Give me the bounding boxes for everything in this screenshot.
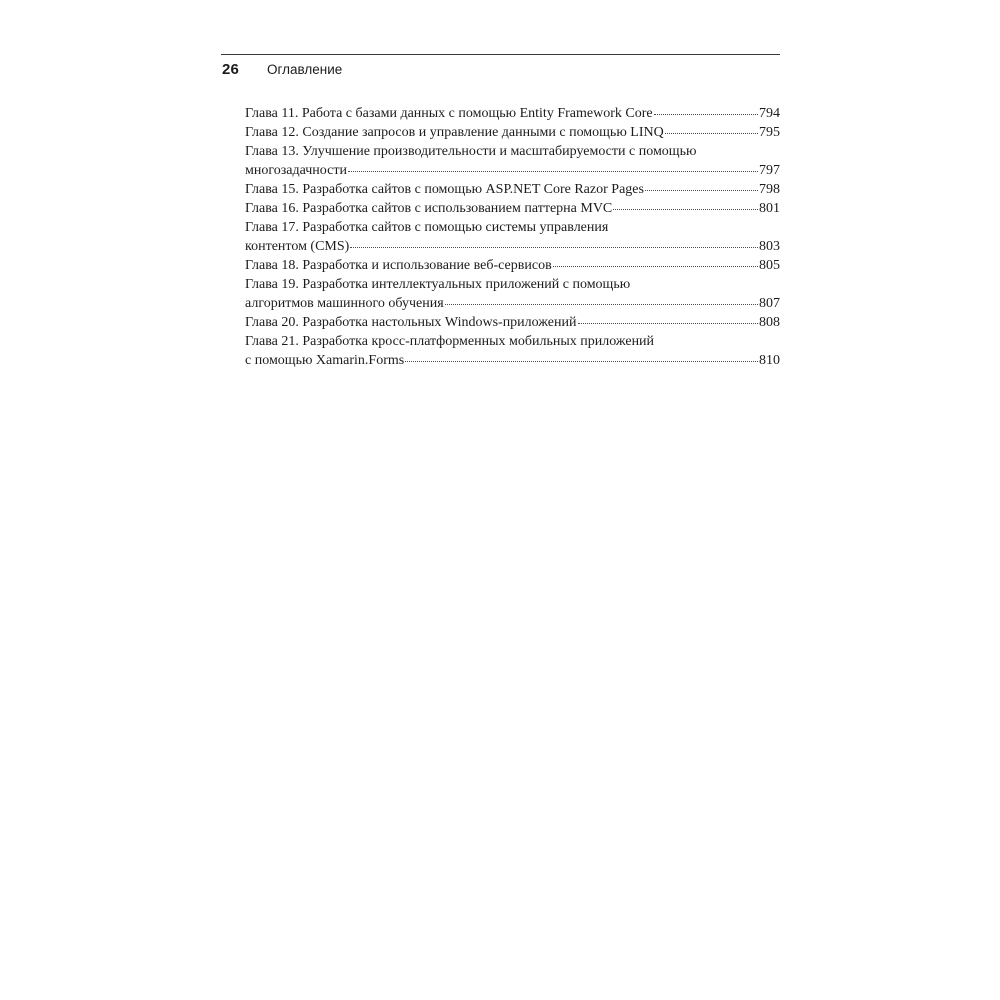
toc-entry-title: Глава 12. Создание запросов и управление данными с помощью LINQ	[245, 125, 664, 140]
running-title: Оглавление	[267, 62, 343, 77]
toc-leader-dots	[405, 352, 758, 364]
toc-entry-title: Глава 18. Разработка и использование веб-сервисов	[245, 258, 552, 273]
toc-entry-chapter-20[interactable]	[245, 313, 780, 332]
toc-entry-page: 803	[759, 239, 780, 254]
page-header	[221, 54, 780, 85]
toc-entry-page: 798	[759, 182, 780, 197]
toc-entry-page: 807	[759, 296, 780, 311]
toc-entry-chapter-19[interactable]	[245, 275, 780, 313]
toc-entry-page: 795	[759, 125, 780, 140]
toc-leader-dots	[654, 105, 758, 117]
toc-entry-chapter-12[interactable]	[245, 123, 780, 142]
toc-entry-title-continuation: алгоритмов машинного обучения	[245, 296, 444, 311]
toc-leader-dots	[645, 181, 758, 193]
toc-entry-chapter-15[interactable]	[245, 180, 780, 199]
toc-entry-title-continuation: контентом (CMS)	[245, 239, 350, 254]
page-number: 26	[222, 61, 240, 78]
toc-entry-title: Глава 13. Улучшение производительности и масштабируемости с помощью	[245, 144, 697, 159]
toc-entry-chapter-21[interactable]	[245, 332, 780, 370]
toc-entry-chapter-13[interactable]	[245, 142, 780, 180]
toc-entry-title: Глава 21. Разработка кросс-платформенных мобильных приложений	[245, 334, 655, 349]
toc-entry-chapter-11[interactable]	[245, 104, 780, 123]
toc-entry-page: 801	[759, 201, 780, 216]
toc-leader-dots	[348, 162, 758, 174]
toc-entry-chapter-17[interactable]	[245, 218, 780, 256]
toc-entry-chapter-16[interactable]	[245, 199, 780, 218]
toc-entry-title: Глава 17. Разработка сайтов с помощью системы управления	[245, 220, 609, 235]
toc-leader-dots	[553, 257, 758, 269]
toc-leader-dots	[350, 238, 758, 250]
toc-entry-title: Глава 16. Разработка сайтов с использованием паттерна MVC	[245, 201, 613, 216]
toc-entry-title: Глава 11. Работа с базами данных с помощью Entity Framework Core	[245, 106, 653, 121]
toc-entry-page: 797	[759, 163, 780, 178]
toc-leader-dots	[613, 200, 758, 212]
toc-leader-dots	[665, 124, 758, 136]
toc-entry-page: 794	[759, 106, 780, 121]
toc-entry-title: Глава 19. Разработка интеллектуальных приложений с помощью	[245, 277, 631, 292]
toc-entry-page: 810	[759, 353, 780, 368]
toc-entry-title: Глава 15. Разработка сайтов с помощью ASP.NET Core Razor Pages	[245, 182, 644, 197]
toc-leader-dots	[578, 314, 759, 326]
table-of-contents	[245, 104, 780, 370]
toc-entry-title: Глава 20. Разработка настольных Windows-приложений	[245, 315, 577, 330]
toc-leader-dots	[445, 295, 758, 307]
toc-entry-title-continuation: многозадачности	[245, 163, 347, 178]
toc-entry-chapter-18[interactable]	[245, 256, 780, 275]
toc-entry-page: 808	[759, 315, 780, 330]
toc-entry-title-continuation: с помощью Xamarin.Forms	[245, 353, 405, 368]
toc-entry-page: 805	[759, 258, 780, 273]
